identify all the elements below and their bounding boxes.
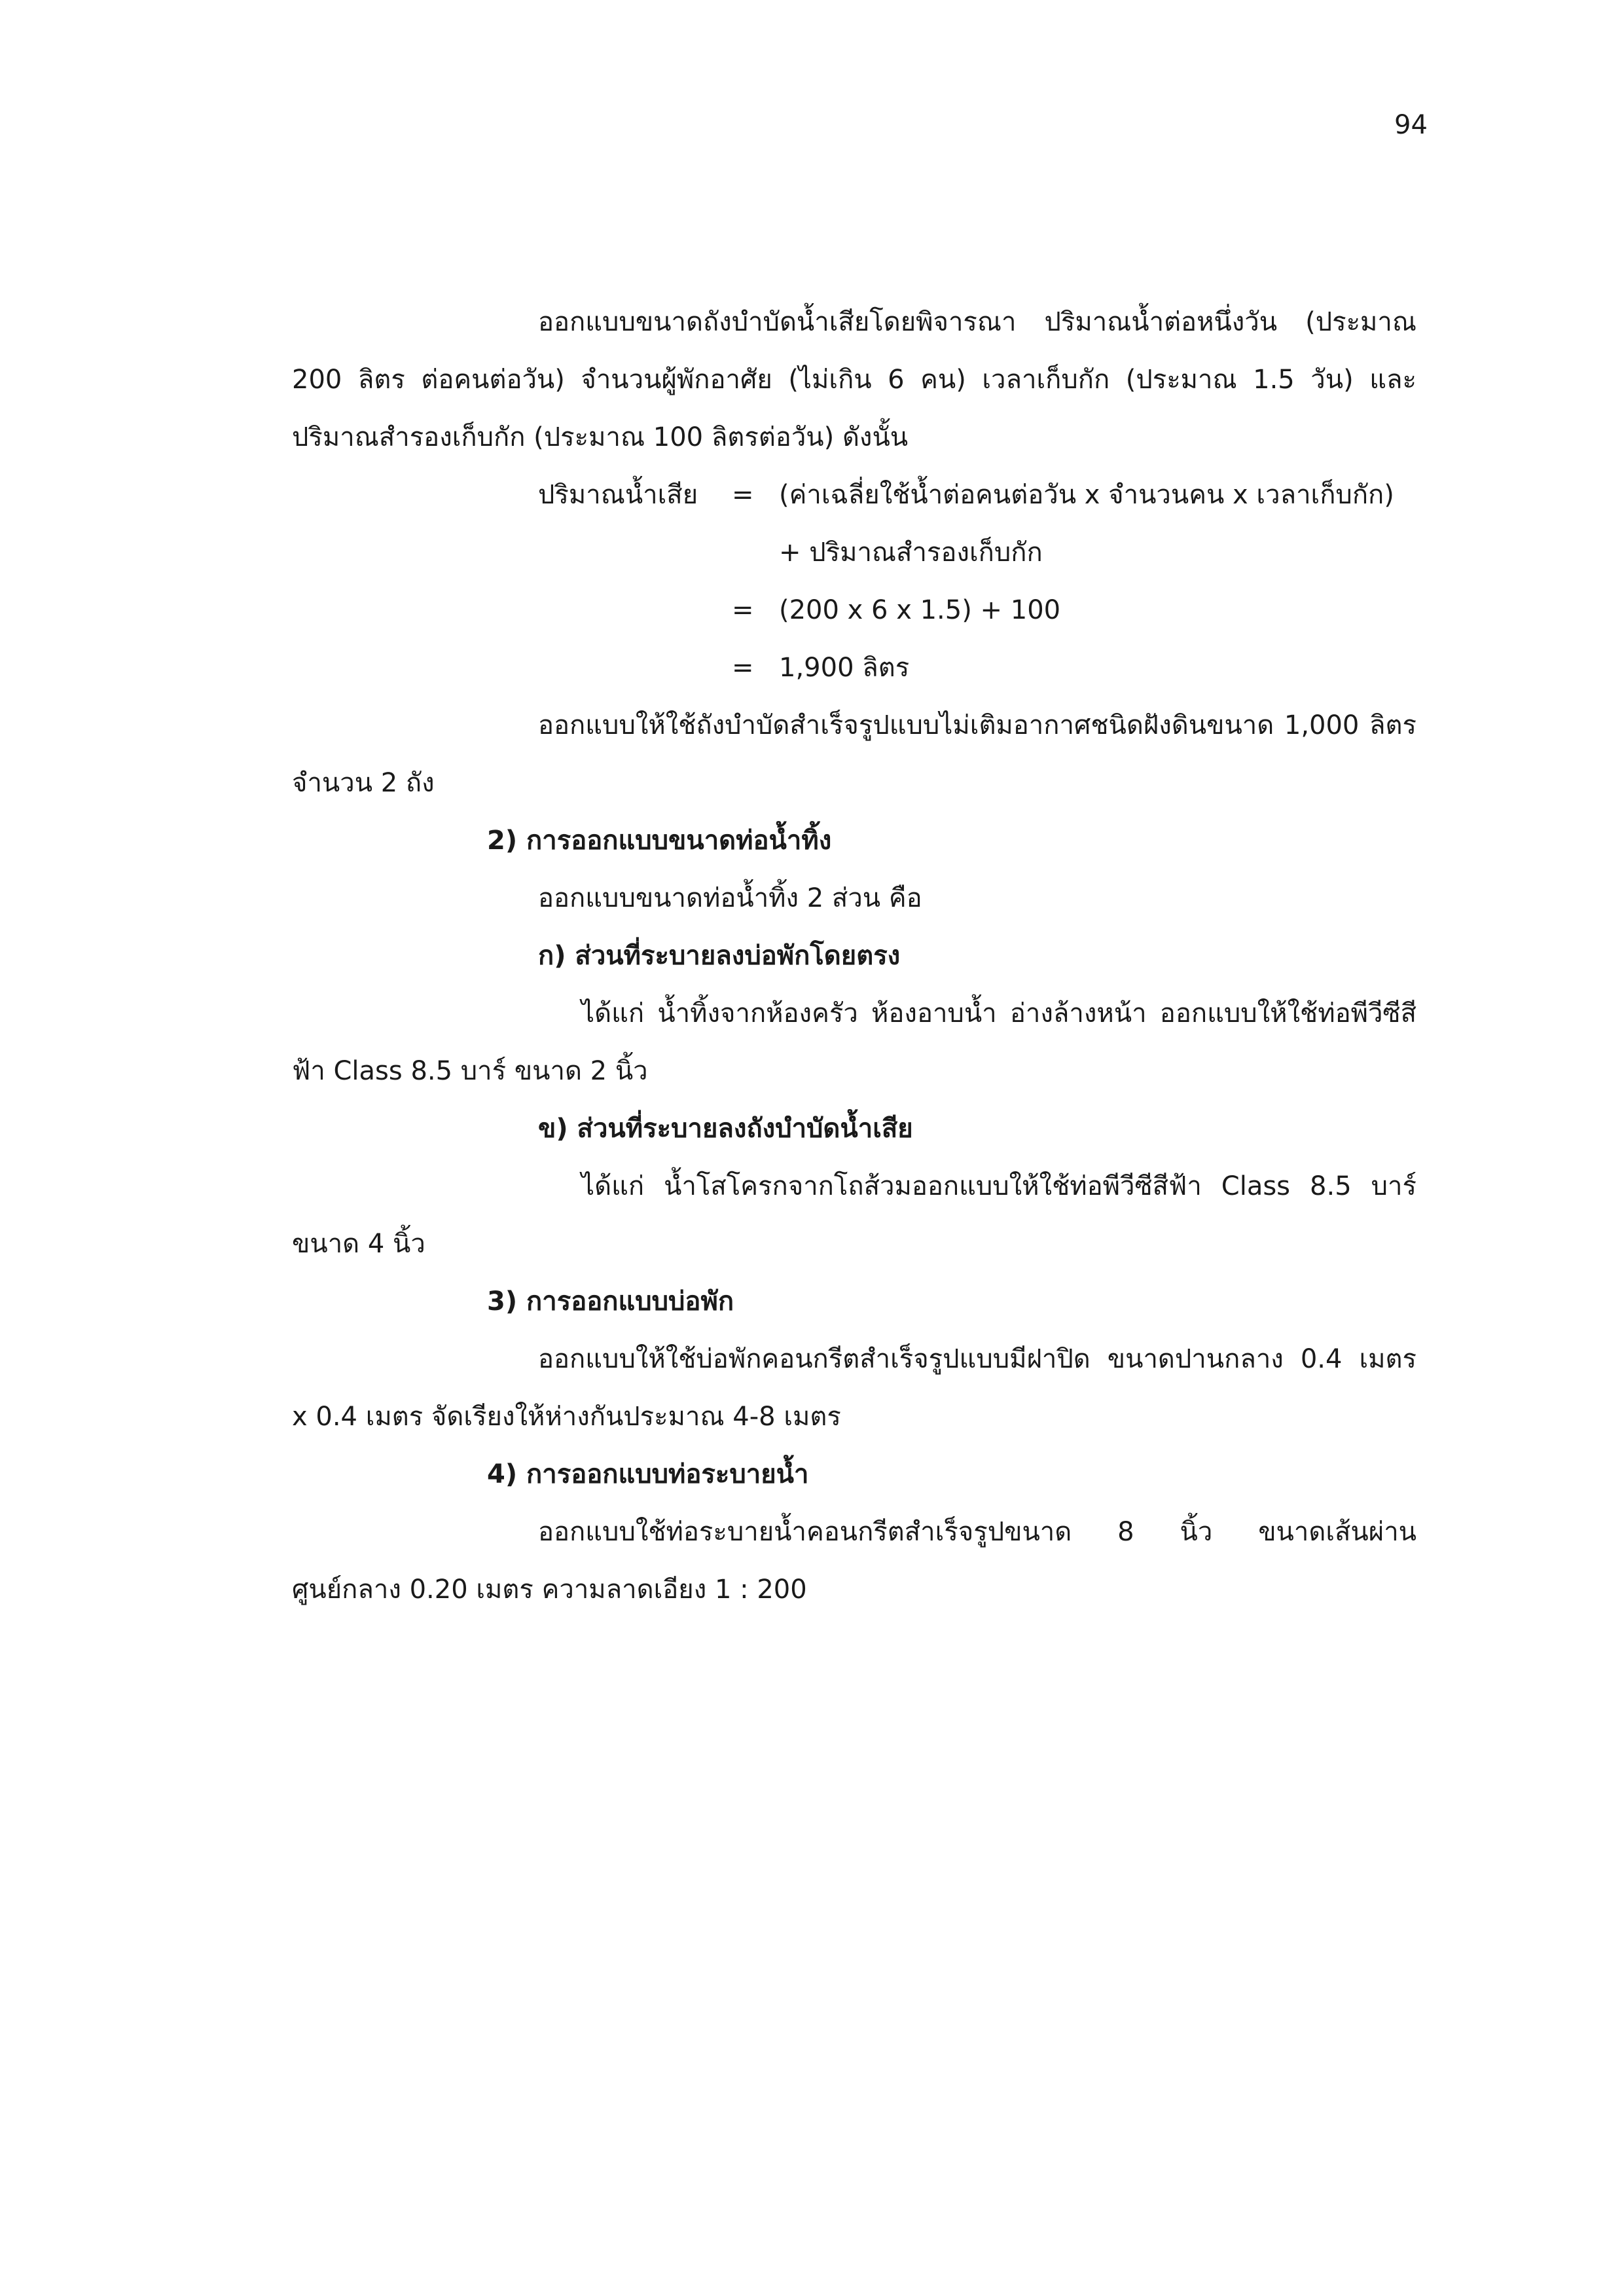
formula-expression: (ค่าเฉลี่ยใช้น้ำต่อคนต่อวัน x จำนวนคน x เวลาเก็บกัก)	[779, 480, 1394, 510]
formula-result: 1,900 ลิตร	[779, 653, 910, 683]
paragraph-line: x 0.4 เมตร จัดเรียงให้ห่างกันประมาณ 4-8 เมตร	[292, 1402, 841, 1432]
formula-equals: =	[732, 595, 754, 625]
paragraph-line: ฟ้า Class 8.5 บาร์ ขนาด 2 นิ้ว	[292, 1056, 648, 1086]
formula-equals: =	[732, 480, 754, 510]
formula-substitution: (200 x 6 x 1.5) + 100	[779, 595, 1061, 625]
paragraph-line: ออกแบบขนาดท่อน้ำทิ้ง 2 ส่วน คือ	[538, 883, 922, 913]
paragraph-line: ปริมาณสำรองเก็บกัก (ประมาณ 100 ลิตรต่อวัน) ดังนั้น	[292, 422, 909, 452]
paragraph-line: ขนาด 4 นิ้ว	[292, 1229, 425, 1259]
section-heading: 2) การออกแบบขนาดท่อน้ำทิ้ง	[487, 826, 832, 856]
section-heading: 4) การออกแบบท่อระบายน้ำ	[487, 1459, 809, 1489]
paragraph-line: 200 ลิตร ต่อคนต่อวัน) จำนวนผู้พักอาศัย (ไม่เกิน 6 คน) เวลาเก็บกัก (ประมาณ 1.5 วัน) และ	[292, 365, 1416, 395]
paragraph-line: ได้แก่ น้ำโสโครกจากโถส้วมออกแบบให้ใช้ท่อพีวีซีสีฟ้า Class 8.5 บาร์	[581, 1171, 1416, 1201]
paragraph-line: ได้แก่ น้ำทิ้งจากห้องครัว ห้องอาบน้ำ อ่างล้างหน้า ออกแบบให้ใช้ท่อพีวีซีสี	[581, 998, 1416, 1029]
page-number: 94	[1394, 110, 1428, 140]
formula-label: ปริมาณน้ำเสีย	[538, 480, 698, 510]
paragraph-line: ออกแบบขนาดถังบำบัดน้ำเสียโดยพิจารณา ปริมาณน้ำต่อหนึ่งวัน (ประมาณ	[538, 307, 1416, 337]
paragraph-line: ออกแบบให้ใช้บ่อพักคอนกรีตสำเร็จรูปแบบมีฝาปิด ขนาดปานกลาง 0.4 เมตร	[538, 1344, 1416, 1374]
paragraph-line: ออกแบบให้ใช้ถังบำบัดสำเร็จรูปแบบไม่เติมอากาศชนิดฝังดินขนาด 1,000 ลิตร	[538, 710, 1416, 740]
subsection-heading: ก) ส่วนที่ระบายลงบ่อพักโดยตรง	[538, 941, 901, 971]
paragraph-line: ออกแบบใช้ท่อระบายน้ำคอนกรีตสำเร็จรูปขนาด 8 นิ้ว ขนาดเส้นผ่าน	[538, 1517, 1416, 1547]
formula-expression-cont: + ปริมาณสำรองเก็บกัก	[779, 538, 1043, 568]
paragraph-line: ศูนย์กลาง 0.20 เมตร ความลาดเอียง 1 : 200	[292, 1575, 807, 1605]
formula-equals: =	[732, 653, 754, 683]
section-heading: 3) การออกแบบบ่อพัก	[487, 1286, 734, 1317]
subsection-heading: ข) ส่วนที่ระบายลงถังบำบัดน้ำเสีย	[538, 1114, 913, 1144]
paragraph-line: จำนวน 2 ถัง	[292, 768, 435, 798]
